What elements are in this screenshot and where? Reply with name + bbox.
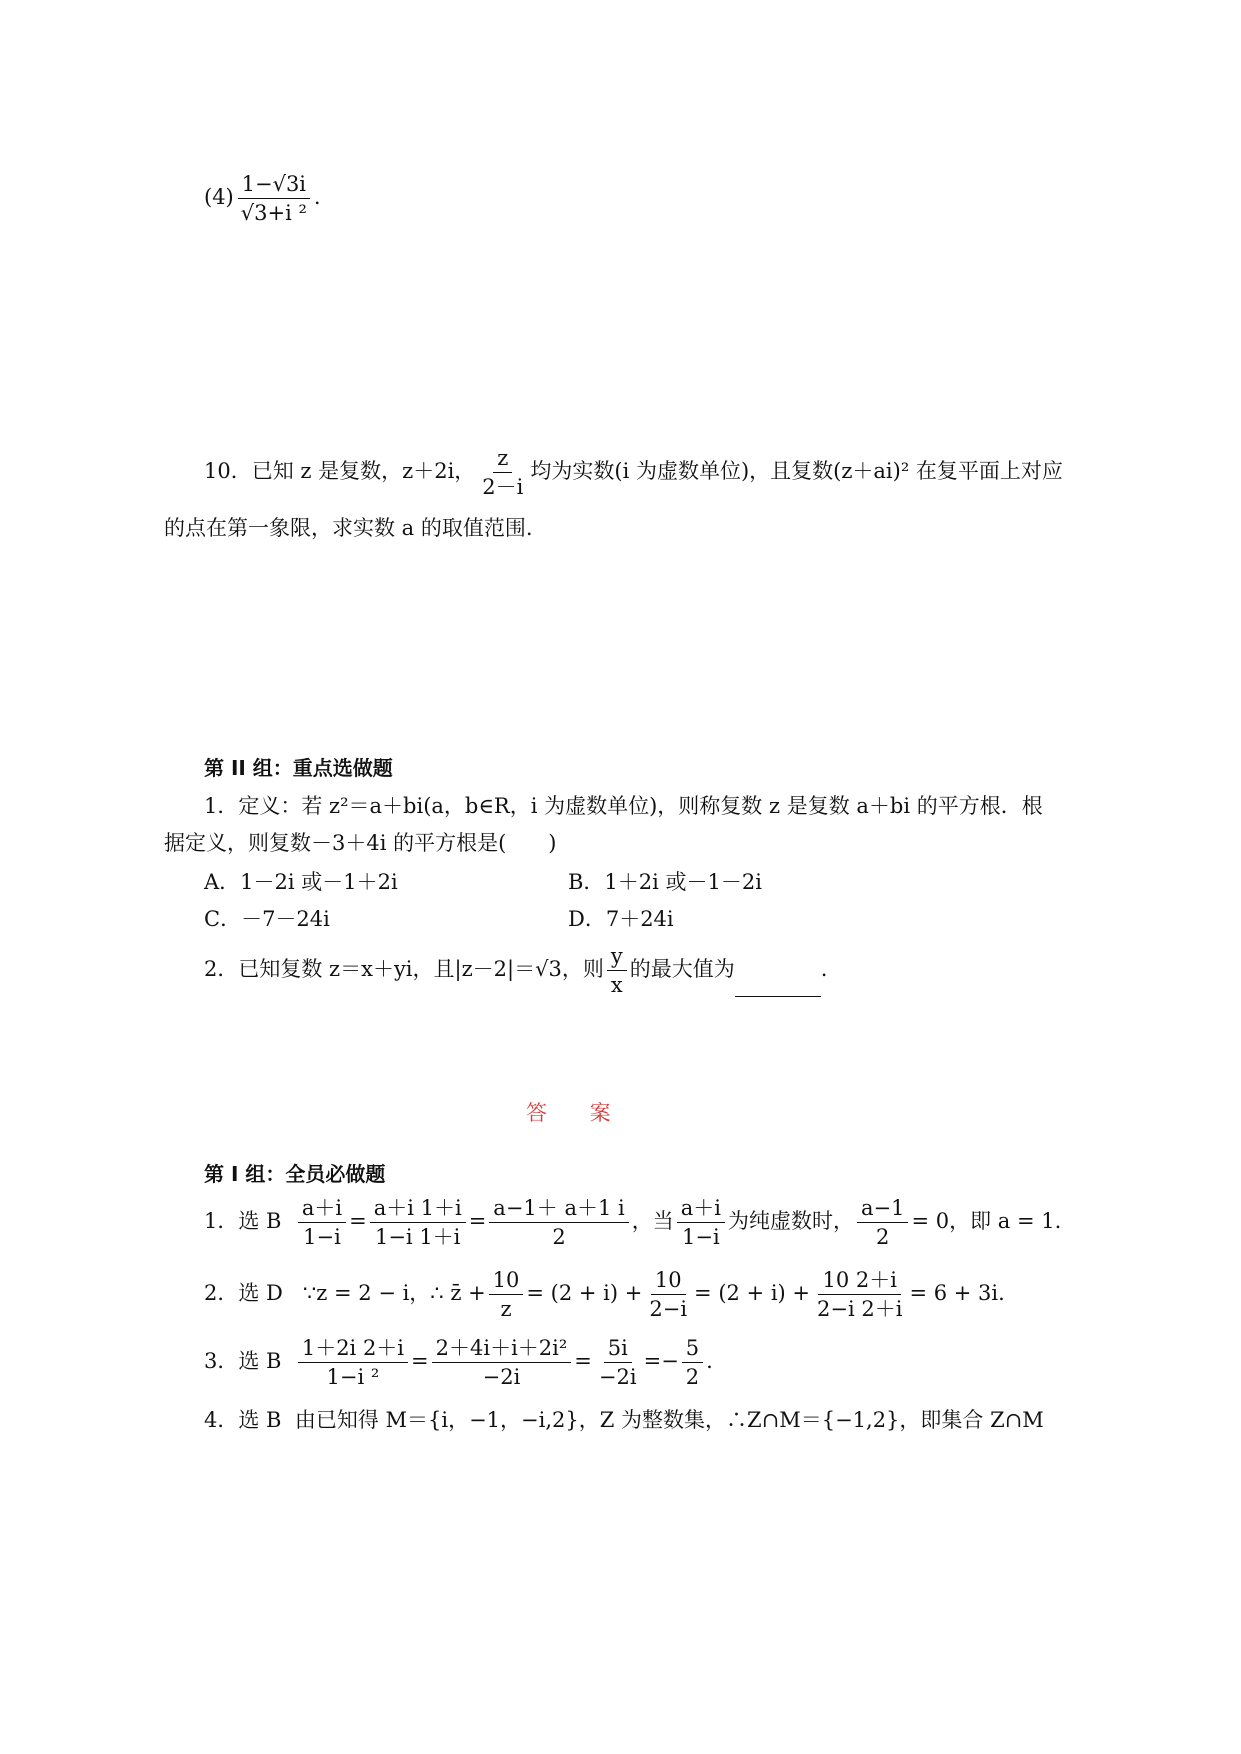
option-c: C．－7－24i	[204, 907, 330, 931]
fraction: $\frac{a+i}{1-i}$	[677, 1196, 725, 1249]
question-number: 10．	[204, 459, 252, 484]
answer-4: 4．选 B 由已知得 M＝{i，−1，−i,2}，Z 为整数集，∴Z∩M＝{−1,2}，即集合 Z∩M	[204, 1408, 1044, 1432]
answer-label: 3．选 B	[204, 1349, 282, 1374]
fraction: $\frac{a-1}{2}$	[857, 1196, 908, 1249]
fraction: $\frac{1+2i 2+i}{\text{1−i ²}}$	[298, 1336, 408, 1389]
fraction: $\frac{a+i 1+i}{1-i 1+i}$	[370, 1196, 466, 1249]
option-b: B．1＋2i 或－1－2i	[568, 870, 762, 894]
fraction: $\frac{5}{2}$	[682, 1336, 703, 1389]
question-10-line-2: 的点在第一象限，求实数 a 的取值范围.	[164, 516, 533, 540]
fraction: $\frac{10}{z}$	[489, 1268, 524, 1321]
answer-1: 1．选 B $\frac{a+i}{1-i}$ = $\frac{a+i 1+i}{1-i 1+i}$ = $\frac{a-1+ a+1 i}{2}$ ，当 $\frac{a+i}{1-i}$ 为纯虚数时， $\frac{a-1}{2}$ = 0，即 a = 1.	[204, 1196, 1062, 1250]
group-1-heading: 第 I 组：全员必做题	[204, 1162, 386, 1186]
question-10-line-1: 10．已知 z 是复数，z＋2i， $\frac{z}{2-i}$ 均为实数(i 为虚数单位)，且复数(z＋ai)² 在复平面上对应	[204, 446, 1063, 500]
fraction: $\frac{z}{2-i}$	[482, 446, 524, 500]
fraction: $\frac{a+i}{1-i}$	[298, 1196, 346, 1249]
fraction: $\frac{y}{x}$	[607, 944, 627, 997]
fraction: $\frac{\text{2＋4i＋i＋2i²}}{-2i}$	[432, 1336, 572, 1389]
answer-label: 4．选 B	[204, 1408, 282, 1432]
answer-label: 2．选 D	[204, 1281, 283, 1306]
fraction: $\frac{10 2+i}{2-i 2+i}$	[817, 1268, 903, 1322]
answer-blank	[735, 976, 821, 997]
part-label: (4)	[204, 185, 234, 210]
fraction: $\frac{5i}{-2i}$	[598, 1336, 637, 1390]
answer-2: 2．选 D ∵z = 2 − i，∴ z̄ + $\frac{10}{z}$ = (2 + i) + $\frac{10}{2-i}$ = (2 + i) + $\frac{10 2+i}{2-i 2+i}$ = 6 + 3i.	[204, 1268, 1005, 1322]
fraction: $\frac{a-1+ a+1 i}{2}$	[489, 1196, 628, 1249]
group-2-question-1-line-2: 据定义，则复数－3＋4i 的平方根是( )	[164, 831, 557, 855]
question-9-part-4: (4) $\frac{1-√3i}{\text{√3+i ²}}$ .	[204, 172, 321, 226]
group-2-question-1-line-1: 1．定义：若 z²＝a＋bi(a，b∈R，i 为虚数单位)，则称复数 z 是复数 a＋bi 的平方根．根	[204, 794, 1043, 818]
option-d: D．7＋24i	[568, 907, 674, 931]
group-2-heading: 第 II 组：重点选做题	[204, 756, 393, 780]
group-2-question-2: 2．已知复数 z＝x＋yi，且|z－2|＝√3，则 $\frac{y}{x}$ 的最大值为 .	[204, 944, 828, 998]
answer-title: 答 案	[526, 1101, 629, 1125]
fraction: $\frac{10}{2-i}$	[649, 1268, 688, 1322]
option-a: A．1－2i 或－1＋2i	[204, 870, 398, 894]
answer-label: 1．选 B	[204, 1209, 282, 1234]
fraction: $\frac{1-√3i}{\text{√3+i ²}}$	[237, 172, 311, 225]
answer-3: 3．选 B $\frac{1+2i 2+i}{\text{1−i ²}}$ = $\frac{\text{2＋4i＋i＋2i²}}{-2i}$ = $\frac{5i}{-2i}$ =− $\frac{5}{2}$ .	[204, 1336, 713, 1390]
